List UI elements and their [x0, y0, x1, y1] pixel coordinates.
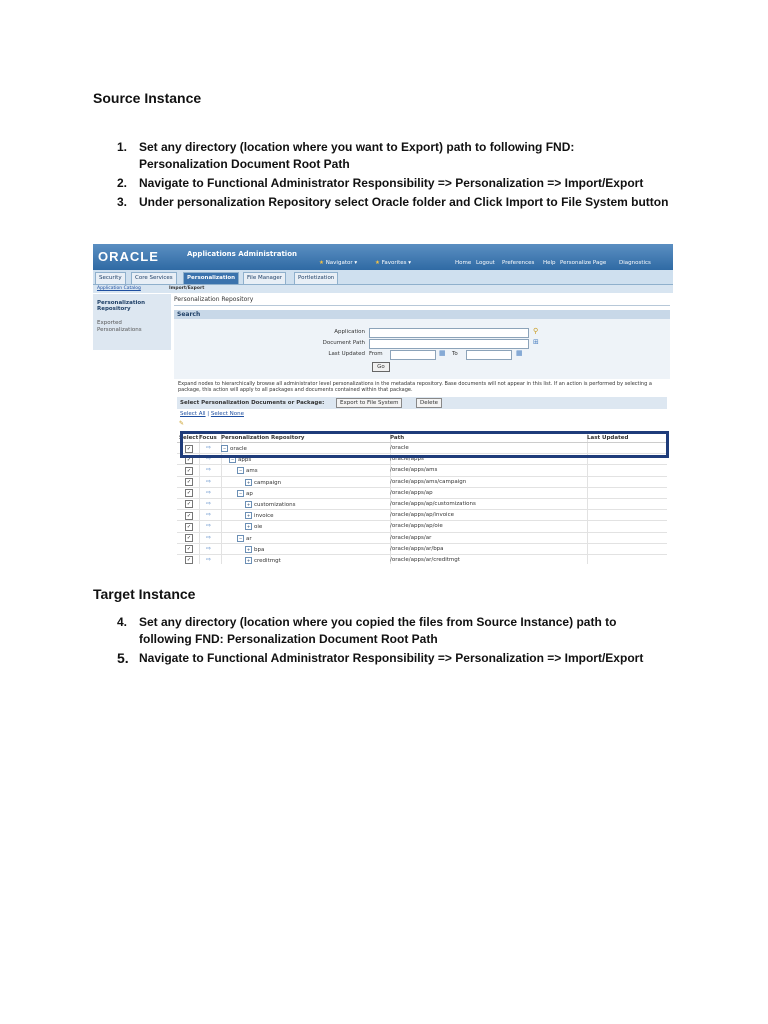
row-name[interactable]: − ams: [238, 468, 258, 475]
row-checkbox[interactable]: ✓: [186, 467, 192, 474]
source-instance-heading: Source Instance: [93, 90, 202, 106]
focus-icon[interactable]: ⇨: [206, 533, 212, 541]
to-label: To: [452, 351, 458, 357]
search-icon[interactable]: ⚲: [533, 327, 539, 335]
oracle-screenshot: [93, 244, 673, 564]
favorites-menu[interactable]: ★ Favorites ▾: [375, 260, 412, 266]
row-path: /oracle/apps/ap/oie: [390, 523, 443, 530]
list-item: [93, 194, 693, 211]
col-select: Select: [179, 435, 199, 441]
crumb-application-catalog[interactable]: Application Catalog: [97, 286, 141, 291]
table-row[interactable]: [177, 521, 667, 532]
row-name[interactable]: + invoice: [246, 513, 274, 520]
pencil-icon: ✎: [179, 420, 185, 427]
export-to-file-system-button[interactable]: Export to File System: [336, 398, 402, 408]
step-text-line: Set any directory (location where you copied the files from Source Instance) path to: [139, 615, 617, 629]
step-number: 3.: [117, 195, 128, 209]
step-text-line: following FND: Personalization Document Root Path: [139, 632, 438, 646]
step-number: 1.: [117, 140, 128, 154]
row-name[interactable]: + oie: [246, 524, 263, 531]
table-row[interactable]: [177, 477, 667, 488]
to-date-input[interactable]: [466, 350, 512, 360]
table-row[interactable]: [177, 544, 667, 555]
oracle-logo: ORACLE: [98, 249, 159, 264]
row-name[interactable]: − apps: [230, 457, 252, 464]
step-text-line: Navigate to Functional Administrator Responsibility => Personalization => Import/Export: [139, 651, 644, 665]
step-number: 4.: [117, 615, 128, 629]
focus-icon[interactable]: ⇨: [206, 477, 212, 485]
document-path-input[interactable]: [369, 339, 529, 349]
from-label: From: [369, 351, 383, 357]
row-path: /oracle/apps/ams/campaign: [390, 478, 467, 485]
row-path: /oracle/apps/ar/creditmgt: [390, 556, 460, 563]
focus-icon[interactable]: ⇨: [206, 499, 212, 507]
col-path: Path: [390, 435, 405, 441]
link-diagnostics[interactable]: Diagnostics: [619, 260, 651, 266]
focus-icon[interactable]: ⇨: [206, 488, 212, 496]
sidebar-item-personalization-repository[interactable]: Personalization Repository: [97, 300, 146, 312]
col-repository: Personalization Repository: [221, 435, 305, 441]
row-name[interactable]: − ar: [238, 535, 252, 542]
select-links: Select All | Select None: [180, 411, 244, 417]
sidebar-item-exported-personalizations[interactable]: Exported Personalizations: [97, 320, 142, 333]
link-logout[interactable]: Logout: [476, 260, 495, 266]
row-checkbox[interactable]: ✓: [186, 445, 192, 452]
favorites-icon: ★: [375, 260, 380, 266]
tabs-bar: [93, 270, 673, 285]
lookup-icon[interactable]: ⊞: [533, 338, 539, 346]
list-item: [93, 175, 693, 192]
focus-icon[interactable]: ⇨: [206, 466, 212, 474]
row-path: /oracle/apps/ap/customizations: [390, 500, 476, 507]
list-item: [93, 614, 693, 648]
row-checkbox[interactable]: ✓: [186, 512, 192, 519]
row-checkbox[interactable]: ✓: [186, 557, 192, 564]
focus-icon[interactable]: ⇨: [206, 555, 212, 563]
search-header: Search: [174, 310, 670, 319]
sidebar: [93, 294, 171, 350]
table-row[interactable]: [177, 555, 667, 564]
table-row[interactable]: [177, 510, 667, 521]
table-row[interactable]: [177, 488, 667, 499]
step-number: 5.: [117, 650, 129, 666]
row-checkbox[interactable]: ✓: [186, 501, 192, 508]
table-row[interactable]: [177, 533, 667, 544]
row-checkbox[interactable]: ✓: [186, 456, 192, 463]
step-text-line: Navigate to Functional Administrator Responsibility => Personalization => Import/Export: [139, 176, 644, 190]
row-path: /oracle/apps: [390, 456, 424, 463]
tab-portletization[interactable]: Portletization: [294, 272, 338, 285]
row-checkbox[interactable]: ✓: [186, 523, 192, 530]
crumb-import-export[interactable]: Import/Export: [169, 286, 205, 291]
step-text-line: Under personalization Repository select Oracle folder and Click Import to File System button: [139, 195, 669, 209]
col-last-updated: Last Updated: [587, 435, 629, 441]
step-text-line: Set any directory (location where you want to Export) path to following FND:: [139, 140, 575, 154]
row-path: /oracle/apps/ar/bpa: [390, 545, 444, 552]
tab-file-manager[interactable]: File Manager: [243, 272, 286, 285]
row-name[interactable]: + customizations: [246, 501, 296, 508]
list-item: [93, 650, 693, 667]
row-checkbox[interactable]: ✓: [186, 546, 192, 553]
table-row[interactable]: [177, 465, 667, 476]
row-name[interactable]: + creditmgt: [246, 557, 281, 564]
brand-bar: [93, 244, 673, 270]
focus-icon[interactable]: ⇨: [206, 444, 212, 451]
navigator-menu[interactable]: ★ Navigator ▾: [319, 260, 358, 266]
row-name[interactable]: − oracle: [222, 446, 247, 452]
row-checkbox[interactable]: ✓: [186, 535, 192, 541]
row-checkbox[interactable]: ✓: [186, 490, 192, 497]
table-row[interactable]: [177, 499, 667, 510]
link-preferences[interactable]: Preferences: [502, 260, 535, 266]
select-none-link[interactable]: Select None: [210, 411, 244, 417]
breadcrumb: [93, 285, 673, 293]
oracle-row-highlight: [180, 431, 669, 458]
target-instance-heading: Target Instance: [93, 586, 196, 602]
link-personalize-page[interactable]: Personalize Page: [560, 260, 607, 266]
instructions-text: Expand nodes to hierarchically browse all administrator level personalizations in the metadata repository. Base documents will not appear in this list. If an action is performed by selecting a package, this action will apply to all packages and documents contained within that package.: [178, 381, 652, 393]
tab-core-services[interactable]: Core Services: [131, 272, 177, 285]
row-path: /oracle: [390, 445, 409, 451]
action-bar: [177, 397, 667, 409]
divider: [174, 305, 670, 306]
from-date-input[interactable]: [390, 350, 436, 360]
focus-icon[interactable]: ⇨: [206, 455, 212, 463]
document-path-label: Document Path: [322, 340, 365, 346]
focus-icon[interactable]: ⇨: [206, 511, 212, 519]
last-updated-label: Last Updated: [328, 351, 365, 357]
calendar-icon[interactable]: ▦: [439, 349, 446, 357]
tab-security[interactable]: Security: [95, 272, 126, 285]
source-steps-list: [93, 139, 693, 213]
row-path: /oracle/apps/ams: [390, 467, 438, 474]
row-name[interactable]: + campaign: [246, 479, 282, 486]
focus-icon[interactable]: ⇨: [206, 522, 212, 530]
page-title: Personalization Repository: [174, 296, 254, 303]
link-home[interactable]: Home: [455, 260, 472, 266]
focus-icon[interactable]: ⇨: [206, 544, 212, 552]
app-title: Applications Administration: [187, 250, 297, 258]
row-name[interactable]: + bpa: [246, 546, 265, 553]
row-checkbox[interactable]: ✓: [186, 479, 192, 486]
application-input[interactable]: [369, 328, 529, 338]
delete-button[interactable]: Delete: [416, 398, 442, 408]
row-path: /oracle/apps/ap: [390, 489, 433, 496]
col-focus: Focus: [199, 435, 217, 441]
action-label: Select Personalization Documents or Package:: [180, 400, 325, 406]
row-path: /oracle/apps/ap/invoice: [390, 512, 454, 519]
step-text-line: Personalization Document Root Path: [139, 157, 350, 171]
step-number: 2.: [117, 176, 128, 190]
select-all-link[interactable]: Select All: [180, 411, 206, 417]
list-item: [93, 139, 693, 173]
calendar-icon[interactable]: ▦: [516, 349, 523, 357]
go-button[interactable]: Go: [372, 362, 390, 372]
target-steps-list: [93, 614, 693, 669]
row-name[interactable]: − ap: [238, 490, 253, 497]
row-path: /oracle/apps/ar: [390, 534, 432, 541]
application-label: Application: [334, 329, 365, 335]
link-help[interactable]: Help: [543, 260, 556, 266]
navigator-icon: ★: [319, 260, 324, 266]
tab-personalization[interactable]: Personalization: [183, 272, 239, 285]
